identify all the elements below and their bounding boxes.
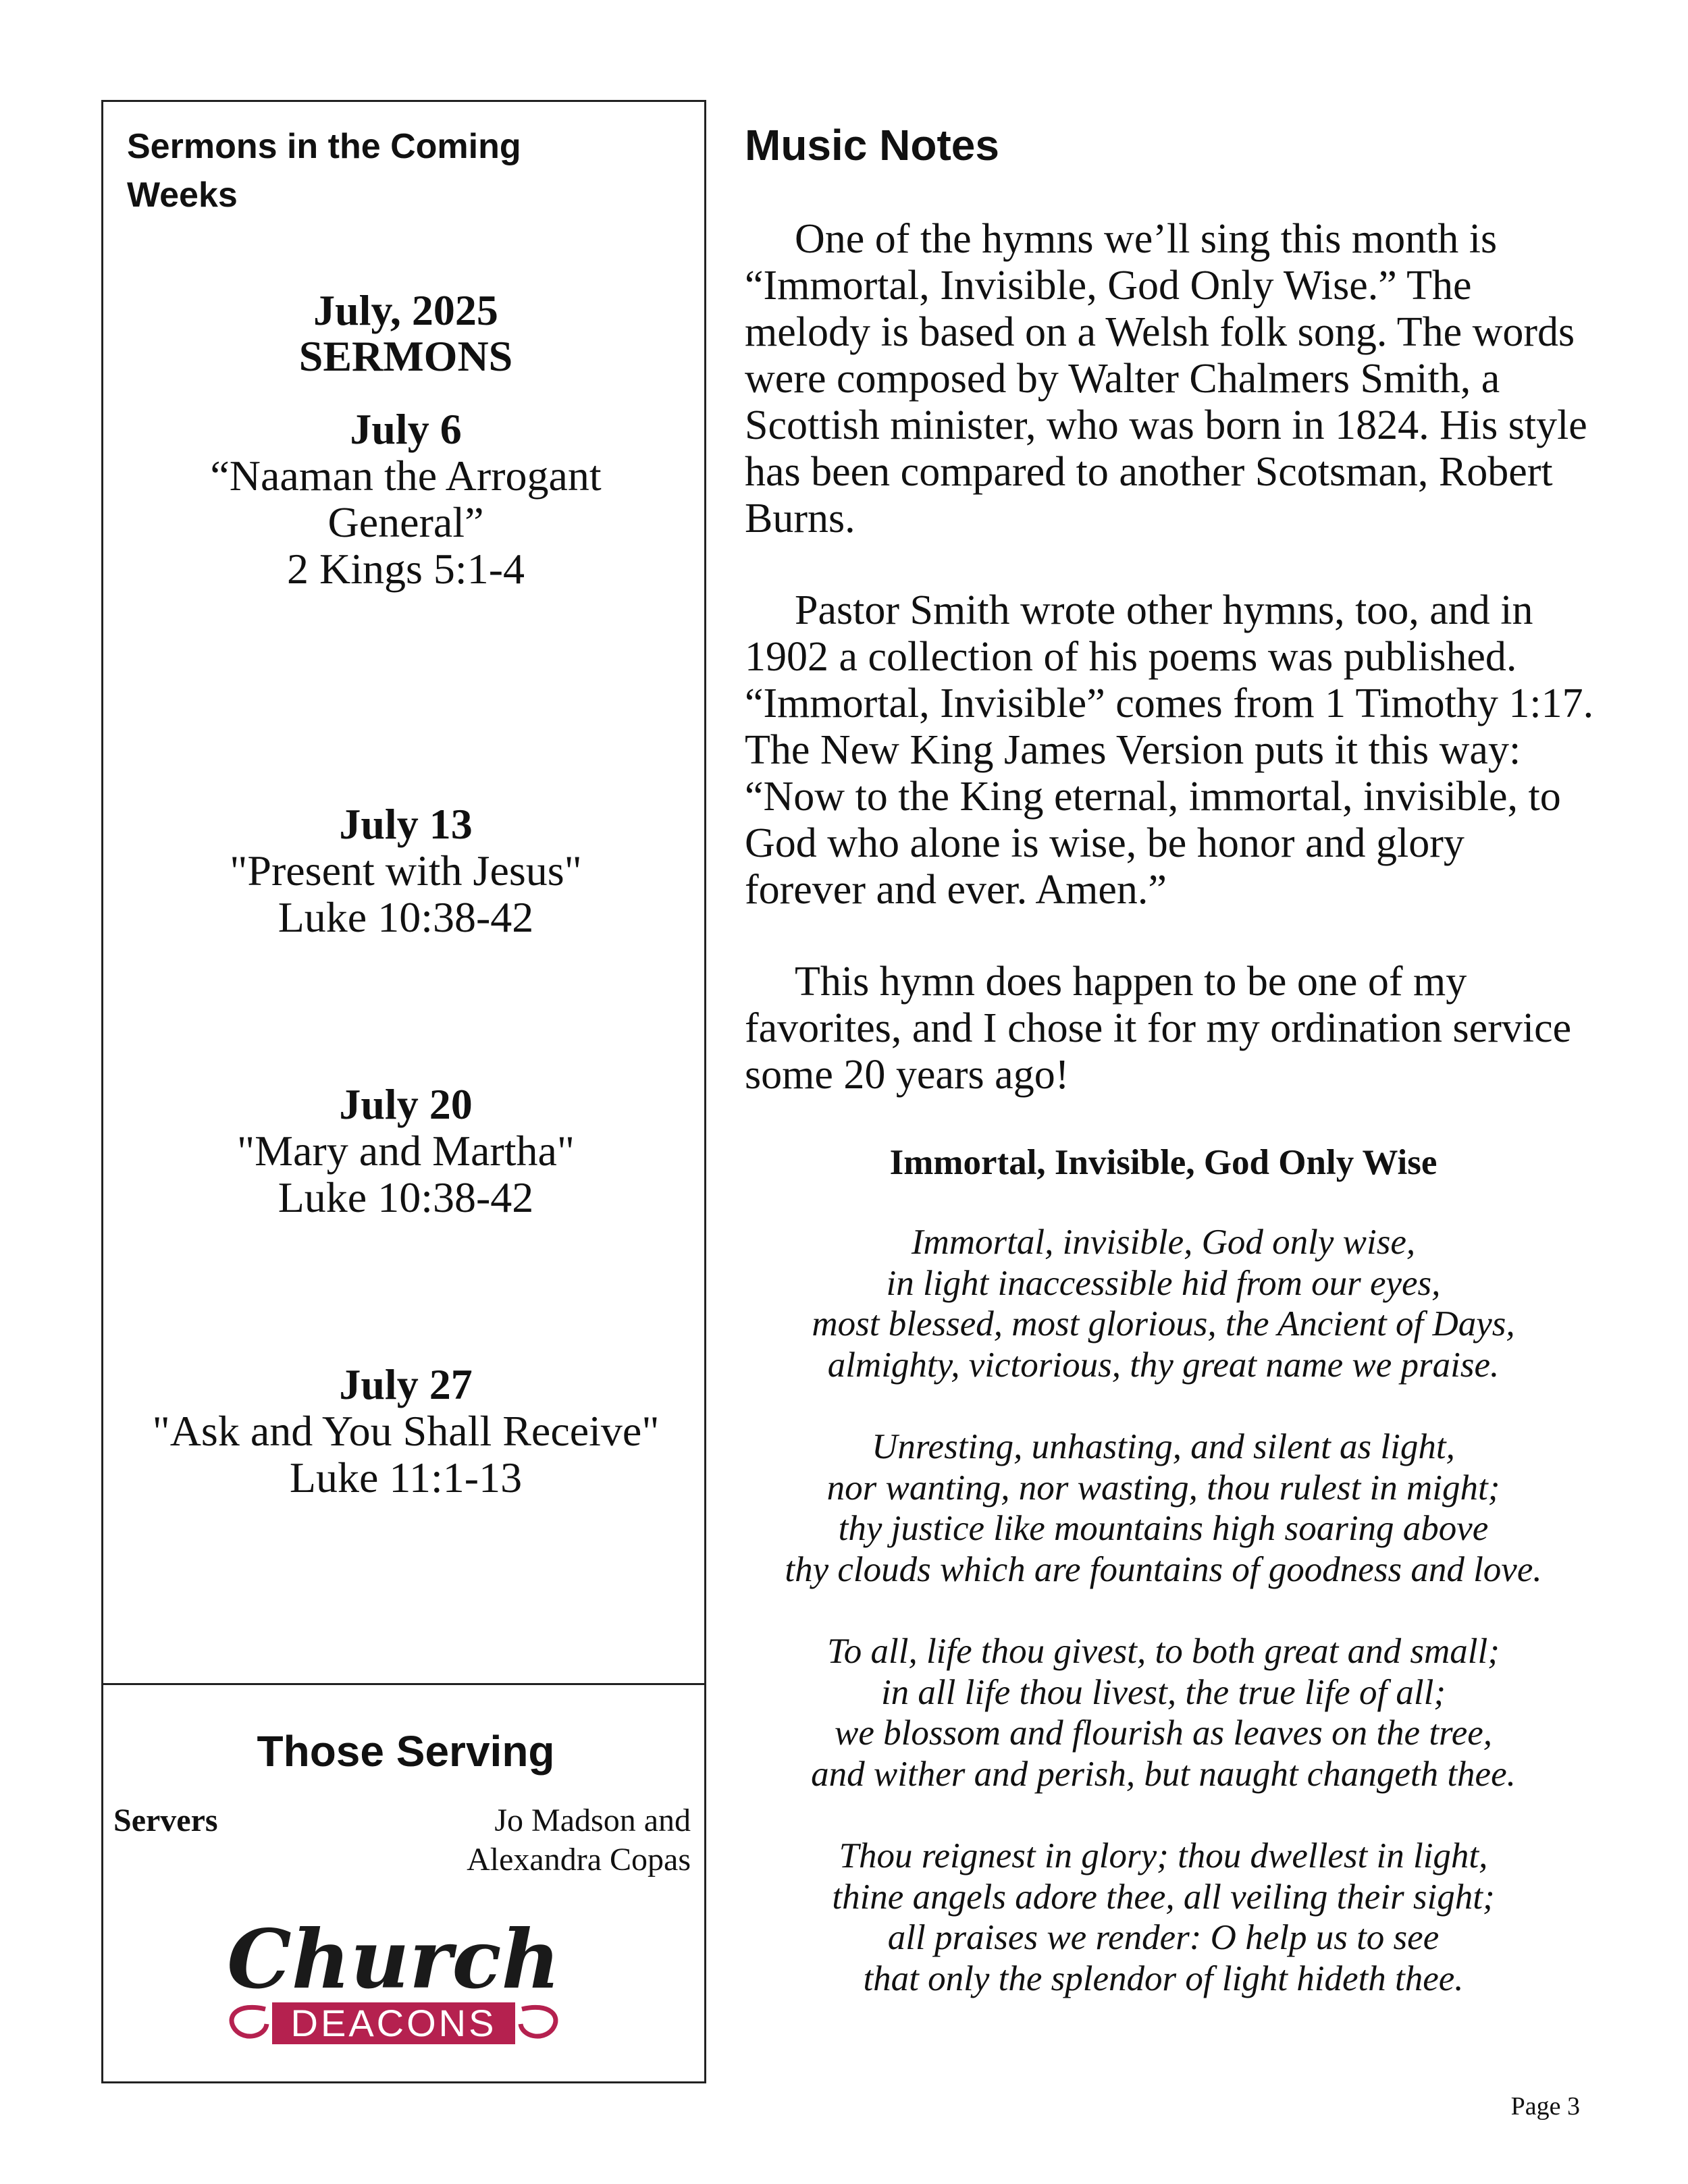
verse-line: Thou reignest in glory; thou dwellest in light, [839,1836,1488,1875]
hymn-verse [745,1222,1582,1385]
logo-word-deacons: DEACONS [290,2002,497,2044]
verse-line: thine angels adore thee, all veiling their sight; [832,1877,1495,1917]
month-line: July, 2025 [313,286,498,334]
logo-swirl-left [232,2007,267,2036]
verse-line: Immortal, invisible, God only wise, [911,1223,1416,1262]
logo-swirl-right [521,2007,556,2036]
verse-line: and wither and perish, but naught changeth thee. [811,1754,1516,1794]
verse-line: all praises we render: O help us to see [887,1918,1440,1957]
sermon-title: “Naaman the Arrogant General” [210,452,602,546]
verse-line: in all life thou livest, the true life of all; [880,1672,1446,1712]
sermons-box-title: Sermons in the Coming Weeks [127,127,521,215]
sermon-scripture: Luke 11:1-13 [289,1454,523,1501]
sermon-scripture: Luke 10:38-42 [278,1173,534,1221]
verse-line: that only the splendor of light hideth thee. [863,1959,1464,1998]
music-paragraph: This hymn does happen to be one of my favorites, and I chose it for my ordination service some 20 years ago! [745,959,1572,1098]
verse-line: almighty, victorious, thy great name we praise. [827,1345,1500,1385]
verse-line: we blossom and flourish as leaves on the tree, [834,1713,1493,1753]
sermon-entry [103,1081,708,1221]
sermon-title: "Ask and You Shall Receive" [152,1407,660,1455]
church-deacons-logo [218,1908,569,2056]
verse-line: in light inaccessible hid from our eyes, [886,1263,1441,1303]
sermon-entry [103,801,708,940]
sermon-entry [103,1361,708,1501]
page-number: Page 3 [1510,2092,1580,2121]
verse-line: Unresting, unhasting, and silent as light, [872,1427,1455,1466]
music-notes-title: Music Notes [745,121,999,169]
verse-line: thy clouds which are fountains of goodness and love. [785,1549,1542,1589]
sermon-scripture: 2 Kings 5:1-4 [287,545,525,593]
serving-title: Those Serving [257,1727,555,1776]
sermons-month-heading [103,288,708,379]
music-paragraph: One of the hymns we’ll sing this month is “Immortal, Invisible, God Only Wise.” The melody is based on a Welsh folk song. The words were composed by Walter Chalmers Smith, a Scottish minister, who was born in 1824. His style has been compared to another Scotsman, Robert Burns. [745,216,1587,541]
hymn-title: Immortal, Invisible, God Only Wise [889,1143,1438,1182]
sermon-date: July 27 [339,1360,473,1408]
sermon-date: July 6 [350,405,462,453]
sermon-title: "Present with Jesus" [230,847,582,895]
verse-line: nor wanting, nor wasting, thou rulest in might; [826,1468,1500,1508]
logo-word-church: Church [227,1912,560,2007]
verse-line: To all, life thou givest, to both great and small; [827,1632,1500,1671]
hymn-verse [745,1836,1582,1999]
hymn-verse [745,1631,1582,1794]
hymn-verse [745,1427,1582,1590]
sermon-date: July 13 [339,800,473,848]
sermon-date: July 20 [339,1080,473,1128]
sermon-scripture: Luke 10:38-42 [278,893,534,941]
sermons-label: SERMONS [298,332,513,380]
serving-box [101,1683,706,2083]
servers-names: Jo Madson and Alexandra Copas [467,1803,691,1877]
sermons-box [101,100,706,1685]
verse-line: thy justice like mountains high soaring above [838,1509,1489,1548]
sermon-title: "Mary and Martha" [236,1127,575,1175]
music-paragraph: Pastor Smith wrote other hymns, too, and in 1902 a collection of his poems was published. “Immortal, Invisible” comes from 1 Timothy 1:17. The New King James Version puts it this way: “Now to the King eternal, immortal, invisible, to God who alone is wise, be honor and glory forever and ever. Amen.” [745,587,1594,913]
servers-label: Servers [113,1803,218,1838]
sermon-entry [103,406,708,592]
verse-line: most blessed, most glorious, the Ancient of Days, [812,1304,1515,1343]
